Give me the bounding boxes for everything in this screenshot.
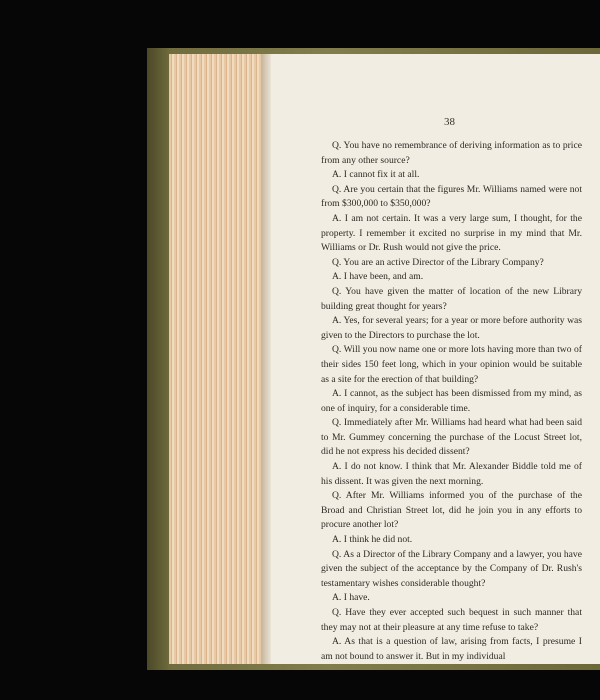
cover-shadow — [147, 48, 169, 670]
paragraph: A. I am not certain. It was a very large sum, I thought, for the property. I remember it excited no surprise in my mind that Mr. Williams or Dr. Rush would not give the price. — [321, 212, 582, 254]
paragraph: Q. After Mr. Williams informed you of the purchase of the Broad and Christian Street lot, did he join you in any efforts to procure another lot? — [321, 490, 582, 531]
paragraph: Q. You are an active Director of the Library Company? — [332, 256, 544, 268]
page-gutter — [261, 54, 271, 664]
paragraph: Q. Will you now name one or more lots having more than two of their sides 150 feet long, which in your opinion would be suitable as a site for the erection of that building? — [321, 344, 582, 385]
paragraph: A. I think he did not. — [332, 534, 413, 546]
paragraph: A. As that is a question of law, arising from facts, I presume I am not bound to answer it. But in my individual — [321, 636, 582, 662]
paragraph: A. I cannot fix it at all. — [332, 169, 420, 181]
page-text — [321, 139, 582, 664]
page-edges — [169, 54, 261, 664]
paragraph: A. I have. — [332, 592, 370, 604]
paragraph: Q. Immediately after Mr. Williams had heard what had been said to Mr. Gummey concerning the purchase of the Locust Street lot, did he not express his decided dissent? — [321, 417, 582, 458]
paragraph: Q. Are you certain that the figures Mr. Williams named were not from $300,000 to $350,000? — [321, 183, 582, 210]
paragraph: Q. Have they ever accepted such bequest in such manner that they may not at their pleasure at any time refuse to take? — [321, 607, 582, 633]
paragraph: A. I have been, and am. — [332, 271, 424, 283]
paragraph: A. Yes, for several years; for a year or more before authority was given to the Directors to purchase the lot. — [321, 315, 582, 341]
paragraph: A. I do not know. I think that Mr. Alexander Biddle told me of his dissent. It was given the next morning. — [321, 461, 582, 487]
paragraph: A. I cannot, as the subject has been dismissed from my mind, as one of inquiry, for a considerable time. — [321, 388, 582, 414]
paragraph: Q. You have given the matter of location of the new Library building great thought for years? — [321, 285, 582, 312]
page-number: 38 — [444, 116, 455, 128]
paragraph: Q. As a Director of the Library Company and a lawyer, you have given the subject of the acceptance by the Company of Dr. Rush's testamentary wishes considerable thought? — [321, 548, 582, 589]
paragraph: Q. You have no remembrance of deriving information as to price from any other source? — [321, 140, 582, 166]
